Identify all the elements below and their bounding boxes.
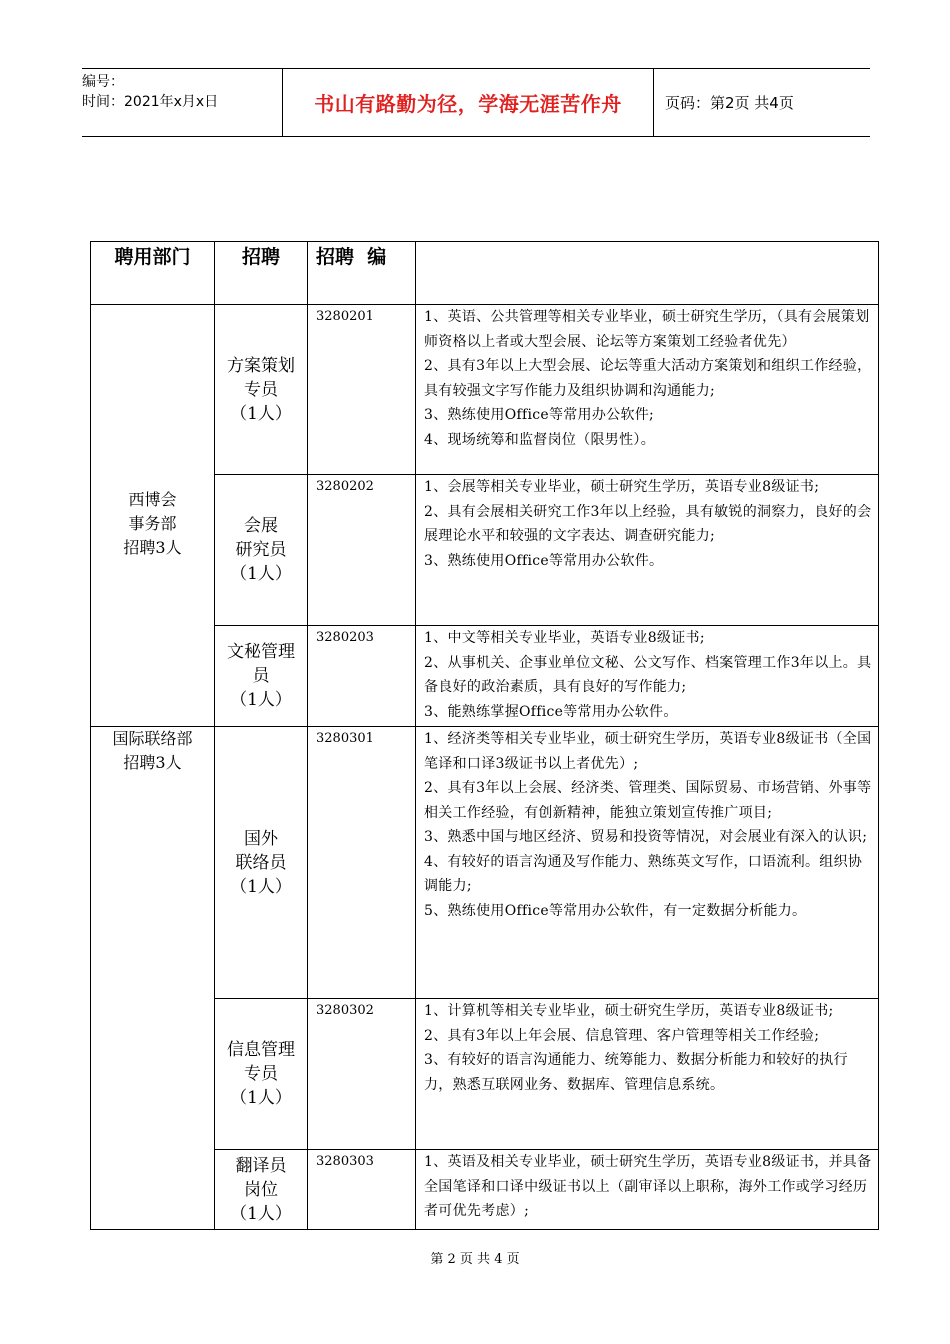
requirement-item: 2、从事机关、企事业单位文秘、公文写作、档案管理工作3年以上。具备良好的政治素质，具有良好的写作能力; (424, 654, 872, 695)
position-code: 3280302 (308, 999, 416, 1150)
requirement-item: 1、英语及相关专业毕业，硕士研究生学历，英语专业8级证书，并具备全国笔译和口译中级证书以上（副审译以上职称，海外工作或学习经历者可优先考虑）; (424, 1154, 872, 1219)
requirement-item: 1、会展等相关专业毕业，硕士研究生学历，英语专业8级证书; (424, 479, 820, 495)
requirement-item: 2、具有会展相关研究工作3年以上经验，具有敏锐的洞察力，良好的会展理论水平和较强的文字表达、调查研究能力; (424, 503, 872, 544)
department-cell (91, 727, 215, 1230)
requirement-item: 3、熟练使用Office等常用办公软件; (424, 407, 655, 423)
date-label: 时间：2021年x月x日 (82, 94, 219, 110)
requirements-cell (416, 999, 879, 1150)
position-code: 3280303 (308, 1150, 416, 1230)
requirements-cell (416, 727, 879, 999)
recruitment-table (90, 241, 879, 1230)
position-title: 信息管理 专员 （1人） (227, 1040, 295, 1108)
position-cell (215, 626, 308, 727)
motto: 书山有路勤为径，学海无涯苦作舟 (282, 69, 654, 136)
requirement-item: 3、有较好的语言沟通能力、统筹能力、数据分析能力和较好的执行力，熟悉互联网业务、数据库、管理信息系统。 (424, 1052, 848, 1093)
page-footer: 第 2 页 共 4 页 (430, 1252, 520, 1267)
department-name: 西博会 事务部 招聘3人 (123, 490, 182, 557)
requirement-item: 5、熟练使用Office等常用办公软件，有一定数据分析能力。 (424, 902, 807, 919)
position-code: 3280301 (308, 727, 416, 999)
col-header-code: 招聘 编 (308, 242, 416, 305)
department-cell (91, 305, 215, 727)
position-cell (215, 999, 308, 1150)
requirement-item: 3、能熟练掌握Office等常用办公软件。 (424, 703, 678, 720)
position-title: 国外 联络员 （1人） (230, 828, 292, 897)
col-header-dept: 聘用部门 (91, 242, 215, 305)
position-cell (215, 1150, 308, 1230)
position-cell (215, 475, 308, 626)
position-cell (215, 727, 308, 999)
requirement-item: 2、具有3年以上大型会展、论坛等重大活动方案策划和组织工作经验，具有较强文字写作能力及组织协调和沟通能力; (424, 358, 872, 399)
position-code: 3280202 (308, 475, 416, 626)
page-indicator: 页码：第2页 共4页 (665, 94, 794, 112)
requirement-item: 1、中文等相关专业毕业，英语专业8级证书; (424, 630, 705, 646)
position-title: 会展 研究员 （1人） (230, 516, 292, 584)
requirements-cell (416, 626, 879, 727)
position-title: 方案策划 专员 （1人） (227, 355, 295, 424)
table-header-row (91, 242, 879, 305)
requirements-cell (416, 475, 879, 626)
number-label: 编号： (82, 74, 124, 90)
requirement-item: 1、计算机等相关专业毕业，硕士研究生学历，英语专业8级证书; (424, 1003, 834, 1019)
requirement-item: 3、熟悉中国与地区经济、贸易和投资等情况，对会展业有深入的认识; (424, 829, 868, 845)
table-row (91, 727, 879, 999)
position-code: 3280201 (308, 305, 416, 475)
col-header-requirements (416, 242, 879, 305)
requirement-item: 4、有较好的语言沟通及写作能力、熟练英文写作，口语流利。组织协调能力; (424, 853, 863, 894)
header-info (82, 69, 282, 139)
position-code: 3280203 (308, 626, 416, 727)
table-row (91, 305, 879, 475)
requirement-item: 1、经济类等相关专业毕业，硕士研究生学历，英语专业8级证书（全国笔译和口译3级证书以上者优先）; (424, 731, 872, 772)
position-cell (215, 305, 308, 475)
page-header (82, 68, 870, 137)
requirement-item: 3、熟练使用Office等常用办公软件。 (424, 552, 664, 569)
position-title: 翻译员 岗位 （1人） (230, 1155, 292, 1224)
requirement-item: 2、具有3年以上会展、经济类、管理类、国际贸易、市场营销、外事等相关工作经验，有创新精神，能独立策划宣传推广项目; (424, 780, 872, 821)
requirements-cell (416, 305, 879, 475)
department-name: 国际联络部 招聘3人 (112, 729, 193, 772)
position-title: 文秘管理 员 （1人） (227, 642, 295, 710)
col-header-position: 招聘 (215, 242, 308, 305)
requirements-cell (416, 1150, 879, 1230)
requirement-item: 4、现场统筹和监督岗位（限男性）。 (424, 431, 656, 448)
requirement-item: 2、具有3年以上年会展、信息管理、客户管理等相关工作经验; (424, 1027, 820, 1044)
requirement-item: 1、英语、公共管理等相关专业毕业，硕士研究生学历，（具有会展策划师资格以上者或大型会展、论坛等方案策划工经验者优先） (424, 309, 870, 350)
